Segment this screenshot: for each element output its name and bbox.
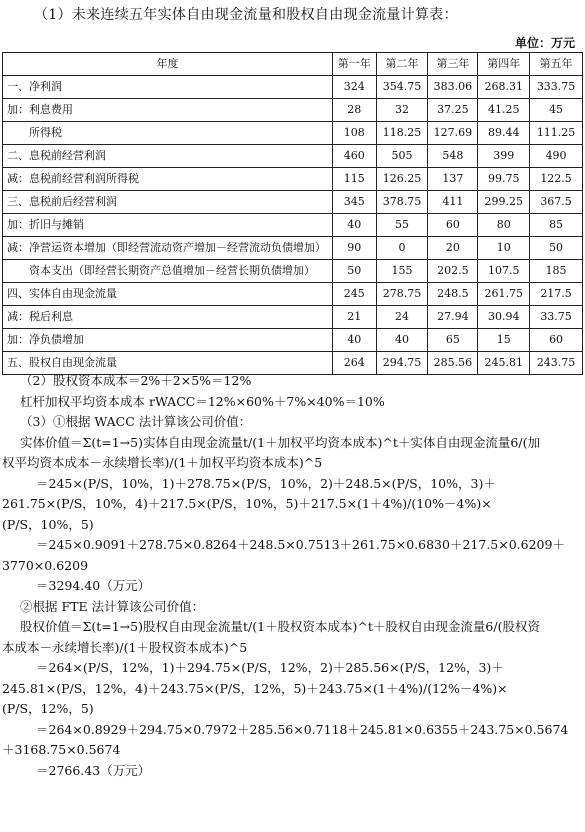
cell-value: 378.75 (376, 191, 428, 214)
row-label: 二、息税前经营利润 (3, 145, 333, 168)
table-row (3, 283, 583, 306)
cell-value: 27.94 (428, 306, 478, 329)
table-row (3, 329, 583, 352)
cell-value: 89.44 (478, 122, 530, 145)
entity-value-expansion: ＝245×(P/S，10%，1)＋278.75×(P/S，10%，2)＋248.5×(P/S，10%，3)＋ (36, 475, 496, 491)
table-row (3, 237, 583, 260)
cell-value: 32 (376, 99, 428, 122)
cell-value: 24 (376, 306, 428, 329)
row-label: 加：净负债增加 (3, 329, 333, 352)
cell-value: 367.5 (530, 191, 583, 214)
table-row (3, 306, 583, 329)
fte-method-heading: ②根据 FTE 法计算该公司价值： (20, 598, 205, 614)
entity-value-numeric: ＝245×0.9091＋278.75×0.8264＋248.5×0.7513＋261.75×0.6830＋217.5×0.6209＋ (36, 537, 565, 552)
cell-value: 294.75 (376, 352, 428, 375)
table-row (3, 76, 583, 99)
cell-value: 60 (428, 214, 478, 237)
cell-value: 37.25 (428, 99, 478, 122)
cell-value: 285.56 (428, 352, 478, 375)
cell-value: 268.31 (478, 76, 530, 99)
equity-value-formula: 股权价值＝Σ(t=1→5)股权自由现金流量t/(1＋股权资本成本)^t＋股权自由现金流量6/(股权资 (20, 619, 540, 634)
cell-value: 460 (332, 145, 376, 168)
cell-value: 40 (332, 329, 376, 352)
cell-value: 261.75 (478, 283, 530, 306)
cell-value: 245.81 (478, 352, 530, 375)
cell-value: 548 (428, 145, 478, 168)
cash-flow-table (2, 52, 583, 375)
cell-value: 50 (530, 237, 583, 260)
row-label: 三、息税前后经营利润 (3, 191, 333, 214)
column-header: 第二年 (376, 53, 428, 76)
cell-value: 28 (332, 99, 376, 122)
table-row (3, 168, 583, 191)
cell-value: 345 (332, 191, 376, 214)
cell-value: 122.5 (530, 168, 583, 191)
cell-value: 85 (530, 214, 583, 237)
cell-value: 33.75 (530, 306, 583, 329)
entity-value-numeric-cont: 3770×0.6209 (2, 557, 89, 573)
cell-value: 45 (530, 99, 583, 122)
equity-value-numeric: ＝264×0.8929＋294.75×0.7972＋285.56×0.7118＋245.81×0.6355＋243.75×0.5674 (36, 721, 569, 737)
row-label: 四、实体自由现金流量 (3, 283, 333, 306)
row-label: 所得税 (3, 122, 333, 145)
cell-value: 490 (530, 145, 583, 168)
cell-value: 155 (376, 260, 428, 283)
table-row (3, 260, 583, 283)
cell-value: 299.25 (478, 191, 530, 214)
row-label: 一、净利润 (3, 76, 333, 99)
cell-value: 55 (376, 214, 428, 237)
cell-value: 41.25 (478, 99, 530, 122)
equity-value-expansion: ＝264×(P/S，12%，1)＋294.75×(P/S，12%，2)＋285.56×(P/S，12%，3)＋ (36, 660, 504, 675)
cell-value: 127.69 (428, 122, 478, 145)
entity-value-expansion-cont: (P/S，10%，5) (2, 516, 94, 532)
wacc-method-heading: （3）①根据 WACC 法计算该公司价值： (20, 414, 252, 429)
entity-value-formula: 实体价值＝Σ(t=1→5)实体自由现金流量t/(1＋加权平均资本成本)^t＋实体自由现金流量6/(加 (20, 434, 540, 450)
row-label: 减：税后利息 (3, 306, 333, 329)
cell-value: 243.75 (530, 352, 583, 375)
section-heading: （1）未来连续五年实体自由现金流量和股权自由现金流量计算表： (34, 7, 458, 23)
cell-value: 60 (530, 329, 583, 352)
cell-value: 383.06 (428, 76, 478, 99)
column-header: 年度 (3, 53, 333, 76)
cell-value: 245 (332, 283, 376, 306)
cell-value: 115 (332, 168, 376, 191)
cell-value: 111.25 (530, 122, 583, 145)
equity-value-result: ＝2766.43（万元） (36, 762, 151, 778)
table-header-row (3, 53, 583, 76)
cell-value: 0 (376, 237, 428, 260)
cell-value: 21 (332, 306, 376, 329)
cell-value: 15 (478, 329, 530, 352)
equity-value-numeric-cont: ＋3168.75×0.5674 (2, 742, 121, 757)
cell-value: 278.75 (376, 283, 428, 306)
cell-value: 217.5 (530, 283, 583, 306)
cell-value: 108 (332, 122, 376, 145)
cell-value: 411 (428, 191, 478, 214)
calculation-text (2, 371, 582, 781)
equity-value-expansion-cont: 245.81×(P/S，12%，4)＋243.75×(P/S，12%，5)＋243.75×(1＋4%)/(12%－4%)× (2, 680, 508, 696)
cell-value: 80 (478, 214, 530, 237)
cell-value: 399 (478, 145, 530, 168)
cell-value: 107.5 (478, 260, 530, 283)
entity-value-result: ＝3294.40（万元） (36, 578, 151, 593)
table-row (3, 214, 583, 237)
row-label: 加：利息费用 (3, 99, 333, 122)
cell-value: 50 (332, 260, 376, 283)
column-header: 第四年 (478, 53, 530, 76)
table-row (3, 145, 583, 168)
cell-value: 10 (478, 237, 530, 260)
row-label: 资本支出（即经营长期资产总值增加－经营长期负债增加） (3, 260, 333, 283)
column-header: 第一年 (332, 53, 376, 76)
cell-value: 505 (376, 145, 428, 168)
unit-label: 单位：万元 (514, 36, 575, 50)
cell-value: 40 (332, 214, 376, 237)
wacc-line: 杠杆加权平均资本成本 rWACC＝12%×60%＋7%×40%＝10% (20, 393, 385, 409)
cost-of-equity-line: （2）股权资本成本＝2%＋2×5%＝12% (20, 373, 252, 388)
cell-value: 264 (332, 352, 376, 375)
cell-value: 185 (530, 260, 583, 283)
cell-value: 99.75 (478, 168, 530, 191)
cell-value: 354.75 (376, 76, 428, 99)
table-row (3, 122, 583, 145)
entity-value-formula-cont: 权平均资本成本－永续增长率)/(1＋加权平均资本成本)^5 (2, 455, 323, 470)
table-row (3, 99, 583, 122)
cell-value: 118.25 (376, 122, 428, 145)
cell-value: 202.5 (428, 260, 478, 283)
column-header: 第五年 (530, 53, 583, 76)
cell-value: 65 (428, 329, 478, 352)
table-row (3, 191, 583, 214)
row-label: 减：息税前经营利润所得税 (3, 168, 333, 191)
entity-value-expansion-cont: 261.75×(P/S，10%，4)＋217.5×(P/S，10%，5)＋217.5×(1＋4%)/(10%－4%)× (2, 496, 492, 511)
cell-value: 90 (332, 237, 376, 260)
cell-value: 137 (428, 168, 478, 191)
equity-value-expansion-cont: (P/S，12%，5) (2, 701, 94, 716)
row-label: 五、股权自由现金流量 (3, 352, 333, 375)
row-label: 加：折旧与摊销 (3, 214, 333, 237)
cell-value: 324 (332, 76, 376, 99)
equity-value-formula-cont: 本成本－永续增长率)/(1＋股权资本成本)^5 (2, 639, 248, 655)
row-label: 减：净营运资本增加（即经营流动资产增加－经营流动负债增加） (3, 237, 333, 260)
cell-value: 333.75 (530, 76, 583, 99)
cell-value: 20 (428, 237, 478, 260)
cell-value: 30.94 (478, 306, 530, 329)
cell-value: 126.25 (376, 168, 428, 191)
cell-value: 40 (376, 329, 428, 352)
cell-value: 248.5 (428, 283, 478, 306)
column-header: 第三年 (428, 53, 478, 76)
